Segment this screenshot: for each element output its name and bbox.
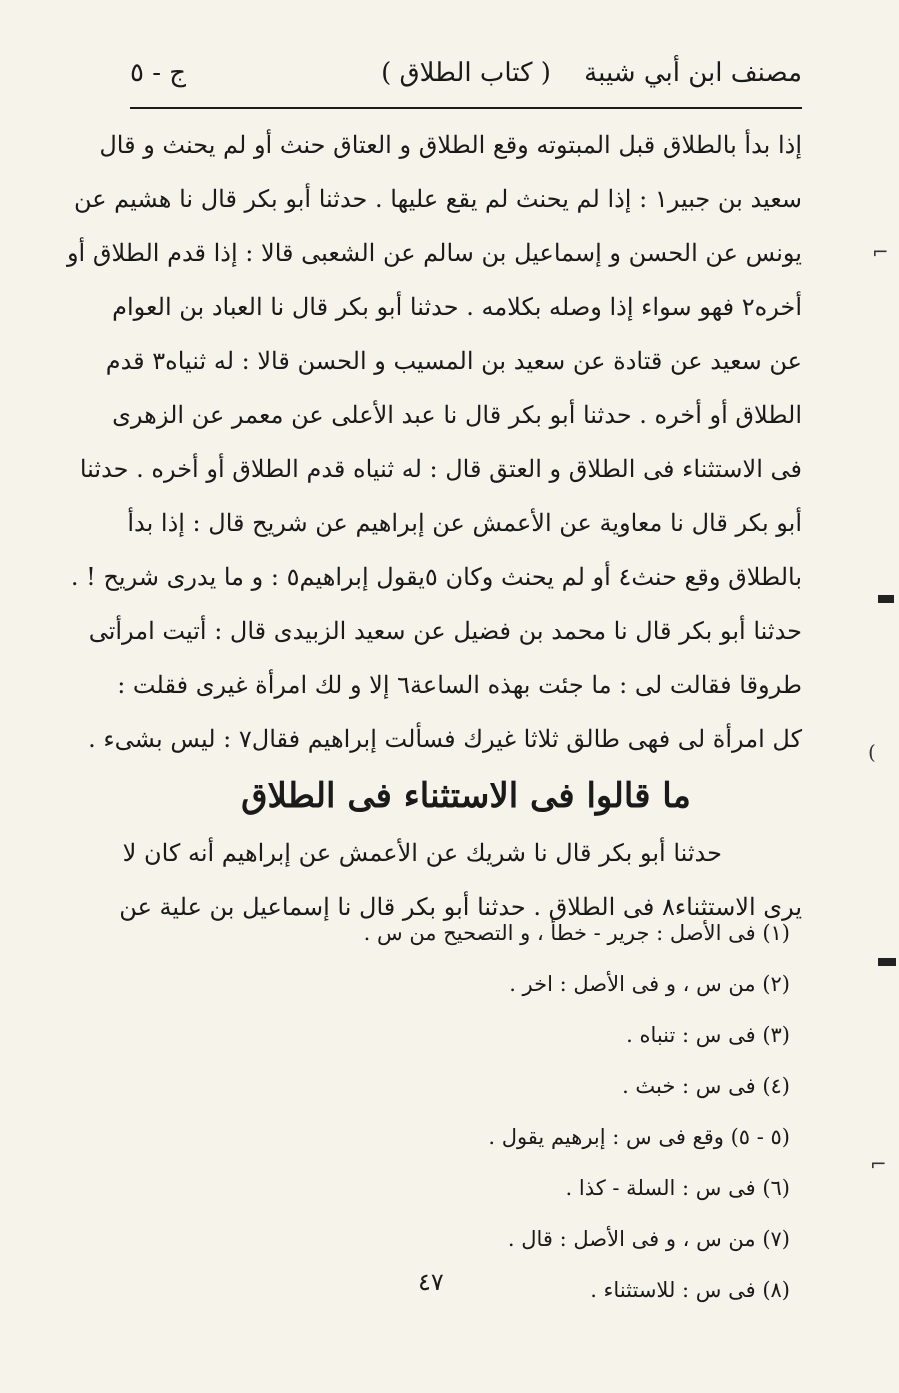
volume-number: ج - ٥ (130, 58, 187, 88)
footnote: (٦) فى س : السلة - كذا . (565, 1176, 790, 1200)
running-header (130, 52, 802, 100)
margin-mark (878, 595, 894, 603)
footnote: (٧) من س ، و فى الأصل : قال . (507, 1227, 790, 1251)
header-rule (130, 107, 802, 109)
page-number: ٤٧ (418, 1268, 444, 1296)
text-line: حدثنا أبو بكر قال نا محمد بن فضيل عن سعيد الزبيدى قال : أتيت امرأتى (88, 617, 802, 645)
chapter-title: ( كتاب الطلاق ) (381, 58, 551, 88)
text-line: يونس عن الحسن و إسماعيل بن سالم عن الشعبى قالا : إذا قدم الطلاق أو (66, 239, 802, 267)
margin-mark: ⌐ (872, 240, 889, 264)
footnotes (300, 908, 790, 1316)
footnote: (١) فى الأصل : جرير - خطأ ، و التصحيح من س . (363, 921, 790, 945)
text-line: كل امرأة لى فهى طالق ثلاثا غيرك فسألت إبراهيم فقال٧ : ليس بشىء . (88, 725, 802, 753)
footnote: (٢) من س ، و فى الأصل : اخر . (509, 972, 790, 996)
text-line: أخره٢ فهو سواء إذا وصله بكلامه . حدثنا أبو بكر قال نا العباد بن العوام (112, 293, 802, 321)
margin-mark: ( (868, 740, 876, 764)
margin-mark: ⌐ (870, 1152, 887, 1176)
text-line: أبو بكر قال نا معاوية عن الأعمش عن إبراهيم عن شريح قال : إذا بدأ (127, 509, 802, 537)
footnote: (٤) فى س : خبث . (622, 1074, 790, 1098)
text-line: فى الاستثناء فى الطلاق و العتق قال : له ثنياه قدم الطلاق أو أخره . حدثنا (79, 455, 802, 483)
footnote: (٣) فى س : تنباه . (626, 1023, 790, 1047)
text-line: الطلاق أو أخره . حدثنا أبو بكر قال نا عبد الأعلى عن معمر عن الزهرى (112, 401, 802, 429)
section-heading: ما قالوا فى الاستثناء فى الطلاق (241, 776, 691, 816)
text-line: حدثنا أبو بكر قال نا شريك عن الأعمش عن إبراهيم أنه كان لا (122, 839, 722, 867)
text-line: طروقا فقالت لى : ما جئت بهذه الساعة٦ إلا و لك امرأة غيرى فقلت : (117, 671, 802, 699)
main-text (66, 118, 802, 934)
text-line: سعيد بن جبير١ : إذا لم يحنث لم يقع عليها . حدثنا أبو بكر قال نا هشيم عن (73, 185, 802, 213)
book-title: مصنف ابن أبي شيبة (584, 58, 802, 88)
text-line: بالطلاق وقع حنث٤ أو لم يحنث وكان ٥يقول إبراهيم٥ : و ما يدرى شريح ! . (70, 563, 802, 591)
footnote: (٥ - ٥) وقع فى س : إبرهيم يقول . (488, 1125, 790, 1149)
margin-mark (878, 958, 896, 966)
footnote: (٨) فى س : للاستثناء . (590, 1278, 790, 1302)
text-line: يرى الاستثناء٨ فى الطلاق . حدثنا أبو بكر قال نا إسماعيل بن علية عن (119, 893, 802, 921)
text-line: إذا بدأ بالطلاق قبل المبتوته وقع الطلاق و العتاق حنث أو لم يحنث و قال (99, 131, 802, 159)
text-line: عن سعيد عن قتادة عن سعيد بن المسيب و الحسن قالا : له ثنياه٣ قدم (105, 347, 802, 375)
